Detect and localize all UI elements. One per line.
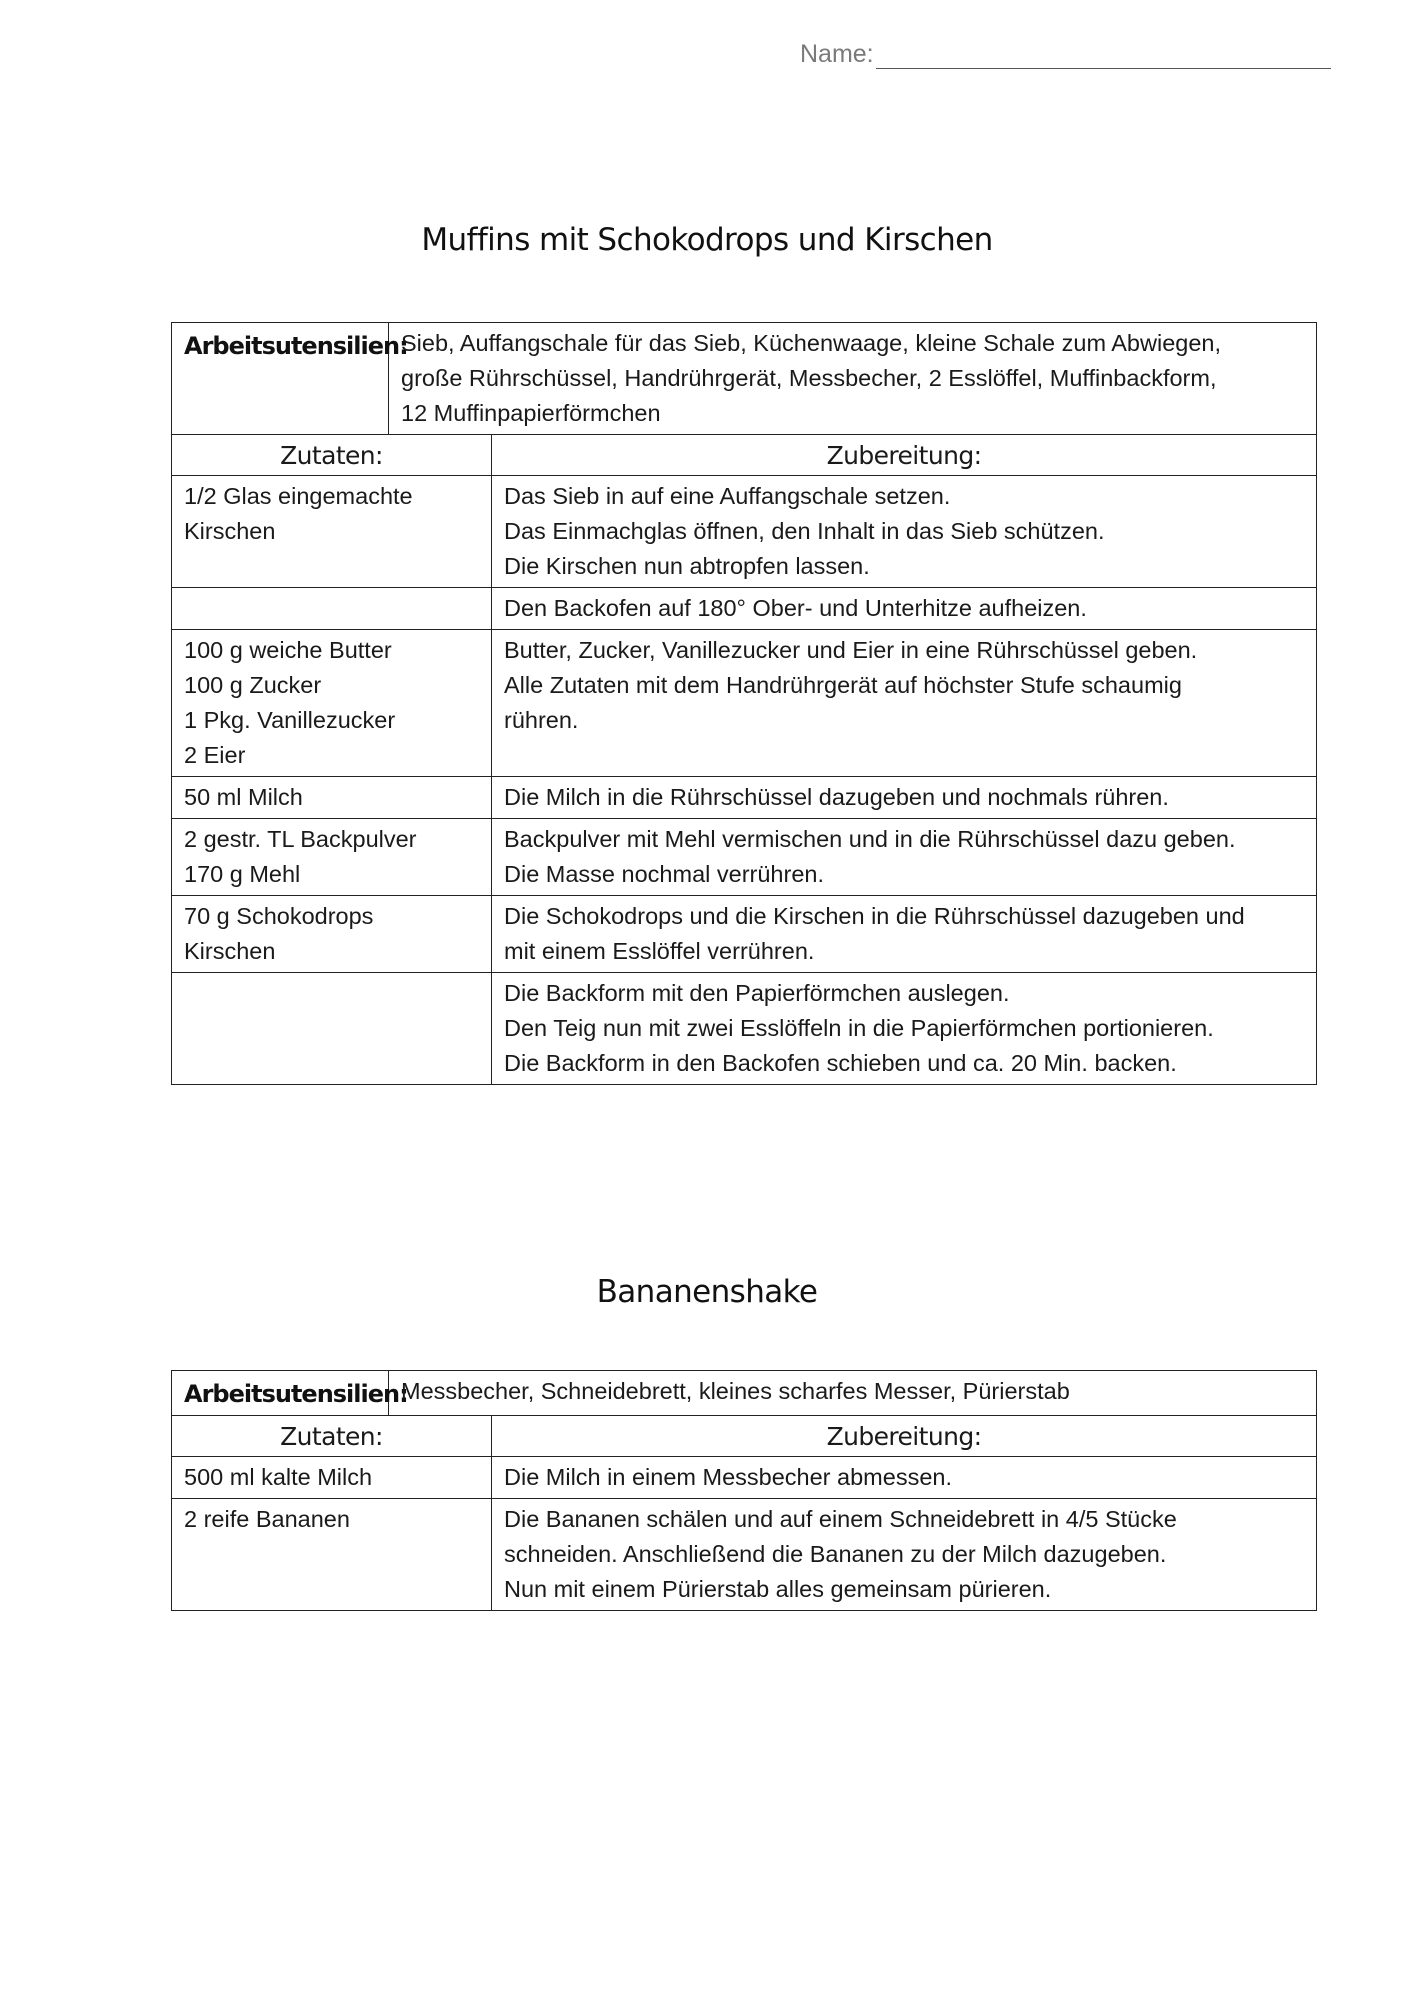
recipe-title-bananenshake: Bananenshake [596, 1274, 818, 1310]
ingredient-line: 2 Eier [184, 742, 246, 768]
name-underline [876, 40, 1331, 69]
ingredient-line: 2 reife Bananen [184, 1506, 350, 1532]
ingredients-cell [172, 973, 492, 1084]
ingredients-cell [172, 588, 492, 629]
step-line: Die Masse nochmal verrühren. [504, 861, 824, 887]
step-line: Die Milch in die Rührschüssel dazugeben und nochmals rühren. [504, 784, 1169, 810]
ingredient-line: 100 g weiche Butter [184, 637, 392, 663]
ingredient-line [184, 976, 479, 1011]
tools-list [389, 323, 1316, 434]
step-line: Nun mit einem Pürierstab alles gemeinsam pürieren. [504, 1576, 1052, 1602]
steps-cell [492, 1499, 1316, 1610]
step-line: Die Milch in einem Messbecher abmessen. [504, 1464, 952, 1490]
step-line: mit einem Esslöffel verrühren. [504, 938, 815, 964]
name-label: Name: [800, 40, 874, 68]
tools-line: Sieb, Auffangschale für das Sieb, Küchenwaage, kleine Schale zum Abwiegen, [401, 330, 1221, 356]
ingredient-line [184, 591, 479, 626]
recipe-title-muffins: Muffins mit Schokodrops und Kirschen [421, 222, 993, 258]
steps-cell [492, 819, 1316, 895]
ingredients-cell [172, 777, 492, 818]
step-line: Das Einmachglas öffnen, den Inhalt in das Sieb schützen. [504, 518, 1105, 544]
tools-row [172, 323, 1316, 434]
ingredient-line: 170 g Mehl [184, 861, 301, 887]
ingredients-header: Zutaten: [172, 1416, 492, 1456]
steps-cell [492, 777, 1316, 818]
steps-cell [492, 588, 1316, 629]
column-header-row [172, 434, 1316, 475]
ingredient-line: 50 ml Milch [184, 784, 303, 810]
ingredient-line: 70 g Schokodrops [184, 903, 374, 929]
recipe-step-row [172, 818, 1316, 895]
ingredients-cell [172, 1457, 492, 1498]
ingredients-cell [172, 630, 492, 776]
ingredient-line: Kirschen [184, 518, 276, 544]
recipe-table-bananenshake [171, 1370, 1317, 1611]
step-line: schneiden. Anschließend die Bananen zu der Milch dazugeben. [504, 1541, 1167, 1567]
recipe-table-muffins [171, 322, 1317, 1085]
preparation-header: Zubereitung: [826, 441, 982, 470]
step-line: Die Backform in den Backofen schieben und ca. 20 Min. backen. [504, 1050, 1177, 1076]
name-field [800, 40, 1331, 69]
ingredients-header: Zutaten: [172, 435, 492, 475]
tools-label: Arbeitsutensilien: [172, 1371, 389, 1415]
step-line: Alle Zutaten mit dem Handrührgerät auf höchster Stufe schaumig [504, 672, 1182, 698]
recipe-step-row [172, 1498, 1316, 1610]
ingredient-line: 1/2 Glas eingemachte [184, 483, 413, 509]
tools-list [389, 1371, 1316, 1415]
ingredient-line: 1 Pkg. Vanillezucker [184, 707, 396, 733]
ingredients-cell [172, 1499, 492, 1610]
tools-label: Arbeitsutensilien: [172, 323, 389, 434]
recipe-step-row [172, 475, 1316, 587]
ingredients-cell [172, 819, 492, 895]
ingredient-line: 100 g Zucker [184, 672, 322, 698]
ingredients-cell [172, 896, 492, 972]
ingredient-line: 2 gestr. TL Backpulver [184, 826, 417, 852]
recipe-step-row [172, 776, 1316, 818]
steps-cell [492, 630, 1316, 776]
recipe-step-row [172, 629, 1316, 776]
step-line: rühren. [504, 707, 579, 733]
step-line: Die Bananen schälen und auf einem Schneidebrett in 4/5 Stücke [504, 1506, 1177, 1532]
ingredients-cell [172, 476, 492, 587]
steps-cell [492, 896, 1316, 972]
step-line: Den Backofen auf 180° Ober- und Unterhitze aufheizen. [504, 595, 1087, 621]
recipe-step-row [172, 587, 1316, 629]
tools-line: große Rührschüssel, Handrührgerät, Messbecher, 2 Esslöffel, Muffinbackform, [401, 365, 1217, 391]
ingredient-line: 500 ml kalte Milch [184, 1464, 373, 1490]
ingredient-line: Kirschen [184, 938, 276, 964]
step-line: Den Teig nun mit zwei Esslöffeln in die Papierförmchen portionieren. [504, 1015, 1214, 1041]
step-line: Die Kirschen nun abtropfen lassen. [504, 553, 870, 579]
steps-cell [492, 1457, 1316, 1498]
recipe-step-row [172, 1456, 1316, 1498]
tools-row [172, 1371, 1316, 1415]
recipe-step-row [172, 895, 1316, 972]
step-line: Das Sieb in auf eine Auffangschale setzen. [504, 483, 951, 509]
step-line: Butter, Zucker, Vanillezucker und Eier in eine Rührschüssel geben. [504, 637, 1198, 663]
step-line: Backpulver mit Mehl vermischen und in die Rührschüssel dazu geben. [504, 826, 1236, 852]
steps-cell [492, 476, 1316, 587]
step-line: Die Schokodrops und die Kirschen in die Rührschüssel dazugeben und [504, 903, 1245, 929]
tools-line: Messbecher, Schneidebrett, kleines scharfes Messer, Pürierstab [401, 1378, 1070, 1404]
steps-cell [492, 973, 1316, 1084]
tools-line: 12 Muffinpapierförmchen [401, 400, 661, 426]
recipe-step-row [172, 972, 1316, 1084]
preparation-header: Zubereitung: [826, 1422, 982, 1451]
step-line: Die Backform mit den Papierförmchen auslegen. [504, 980, 1010, 1006]
column-header-row [172, 1415, 1316, 1456]
